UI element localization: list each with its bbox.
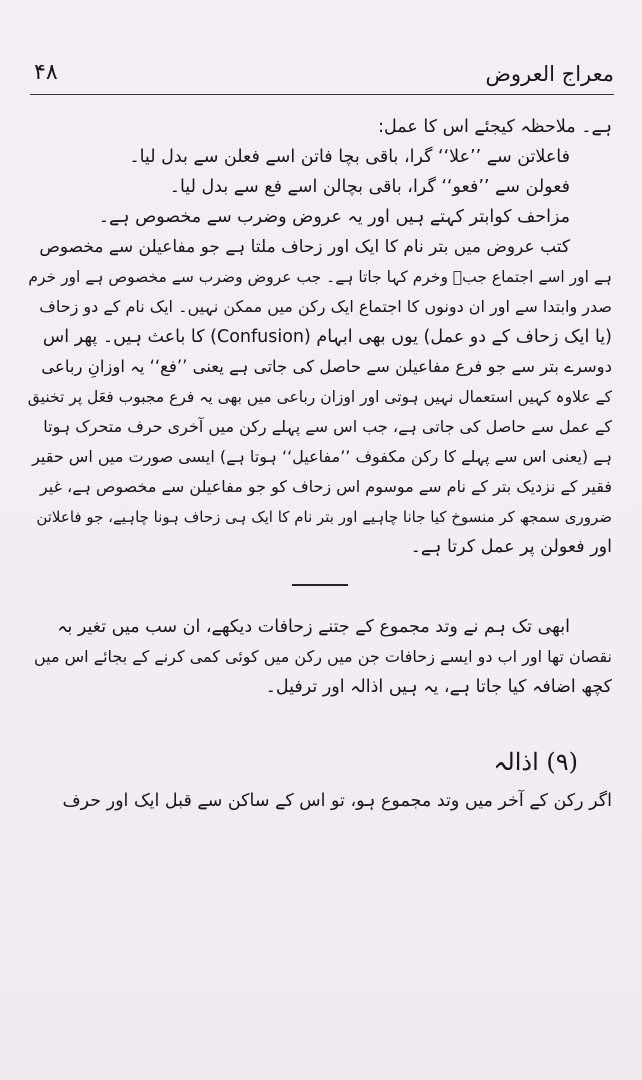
text-line: صدر وابتدا سے اور ان دونوں کا اجتماع ایک رکن میں ممکن نہیں۔ ایک نام کے دو زحاف	[39, 297, 612, 316]
book-title: معراج العروض	[485, 62, 614, 86]
text-line: اور فعولن پر عمل کرتا ہے۔	[410, 537, 612, 557]
text-line: مزاحف کوابتر کہتے ہیں اور یہ عروض وضرب سے مخصوص ہے۔	[98, 207, 570, 227]
text-line: ہے۔ ملاحظہ کیجئے اس کا عمل:	[378, 117, 612, 137]
text-line: دوسرے بتر سے جو فرع مفاعیلن سے حاصل کی جاتی ہے یعنی ’’فع‘‘ یہ اوزانِ رباعی	[41, 357, 612, 376]
text-line: کتب عروض میں بتر نام کا ایک اور زحاف ملتا ہے جو مفاعیلن سے مخصوص	[39, 237, 570, 257]
text-line: فعولن سے ’’فعو‘‘ گرا، باقی بچالن اسے فع سے بدل لیا۔	[169, 177, 570, 197]
section-divider	[292, 584, 348, 586]
text-line: (یا ایک زحاف کے دو عمل) یوں بھی ابہام (Confusion) کا باعث ہیں۔ پھر اس	[42, 327, 612, 347]
page-number: ۴۸	[34, 60, 58, 85]
section-heading: (۹) اذالہ	[493, 748, 578, 776]
text-line: فاعلاتن سے ’’علا‘‘ گرا، باقی بچا فاتن اسے فعلن سے بدل لیا۔	[129, 147, 570, 167]
text-line: ابھی تک ہم نے وتد مجموع کے جتنے زحافات دیکھے، ان سب میں تغیر بہ	[57, 617, 570, 637]
paragraph-1	[28, 112, 612, 232]
body-text	[28, 112, 612, 816]
paragraph-2	[28, 232, 612, 562]
text-line: فقیر کے نزدیک بتر کے نام سے موسوم اس زحاف کو جو مفاعیلن سے مخصوص ہے، غیر	[39, 477, 612, 496]
text-line: کے علاوہ کہیں استعمال نہیں ہوتی اور اوزان رباعی میں بھی یہ فرع مجبوب فعَل پر تخنیق	[28, 388, 612, 406]
text-line: کے عمل سے حاصل کی جاتی ہے، جب اس سے پہلے رکن میں آخری حرف متحرک ہوتا	[43, 417, 612, 436]
paragraph-3	[28, 612, 612, 702]
text-line: ہے اور اسے اجتماع جبؒ وخرم کہا جاتا ہے۔ جب عروض وضرب سے مخصوص ہے اور خرم	[28, 268, 612, 286]
text-line: نقصان تھا اور اب دو ایسے زحافات جن میں رکن میں کوئی کمی کرنے کے بجائے اس میں	[33, 647, 612, 666]
text-line: کچھ اضافہ کیا جاتا ہے، یہ ہیں اذالہ اور ترفیل۔	[265, 677, 612, 697]
text-line: ضروری سمجھ کر منسوخ کیا جانا چاہیے اور بتر نام کا ایک ہی زحاف ہونا چاہیے، جو فاعلاتن	[36, 508, 612, 526]
running-header	[30, 58, 614, 95]
text-line: اگر رکن کے آخر میں وتد مجموع ہو، تو اس کے ساکن سے قبل ایک اور حرف	[62, 791, 612, 811]
text-line: ہے (یعنی اس سے پہلے کا رکن مکفوف ’’مفاعیل‘‘ ہوتا ہے) ایسی صورت میں اس حقیر	[32, 447, 612, 466]
paragraph-4	[28, 786, 612, 816]
